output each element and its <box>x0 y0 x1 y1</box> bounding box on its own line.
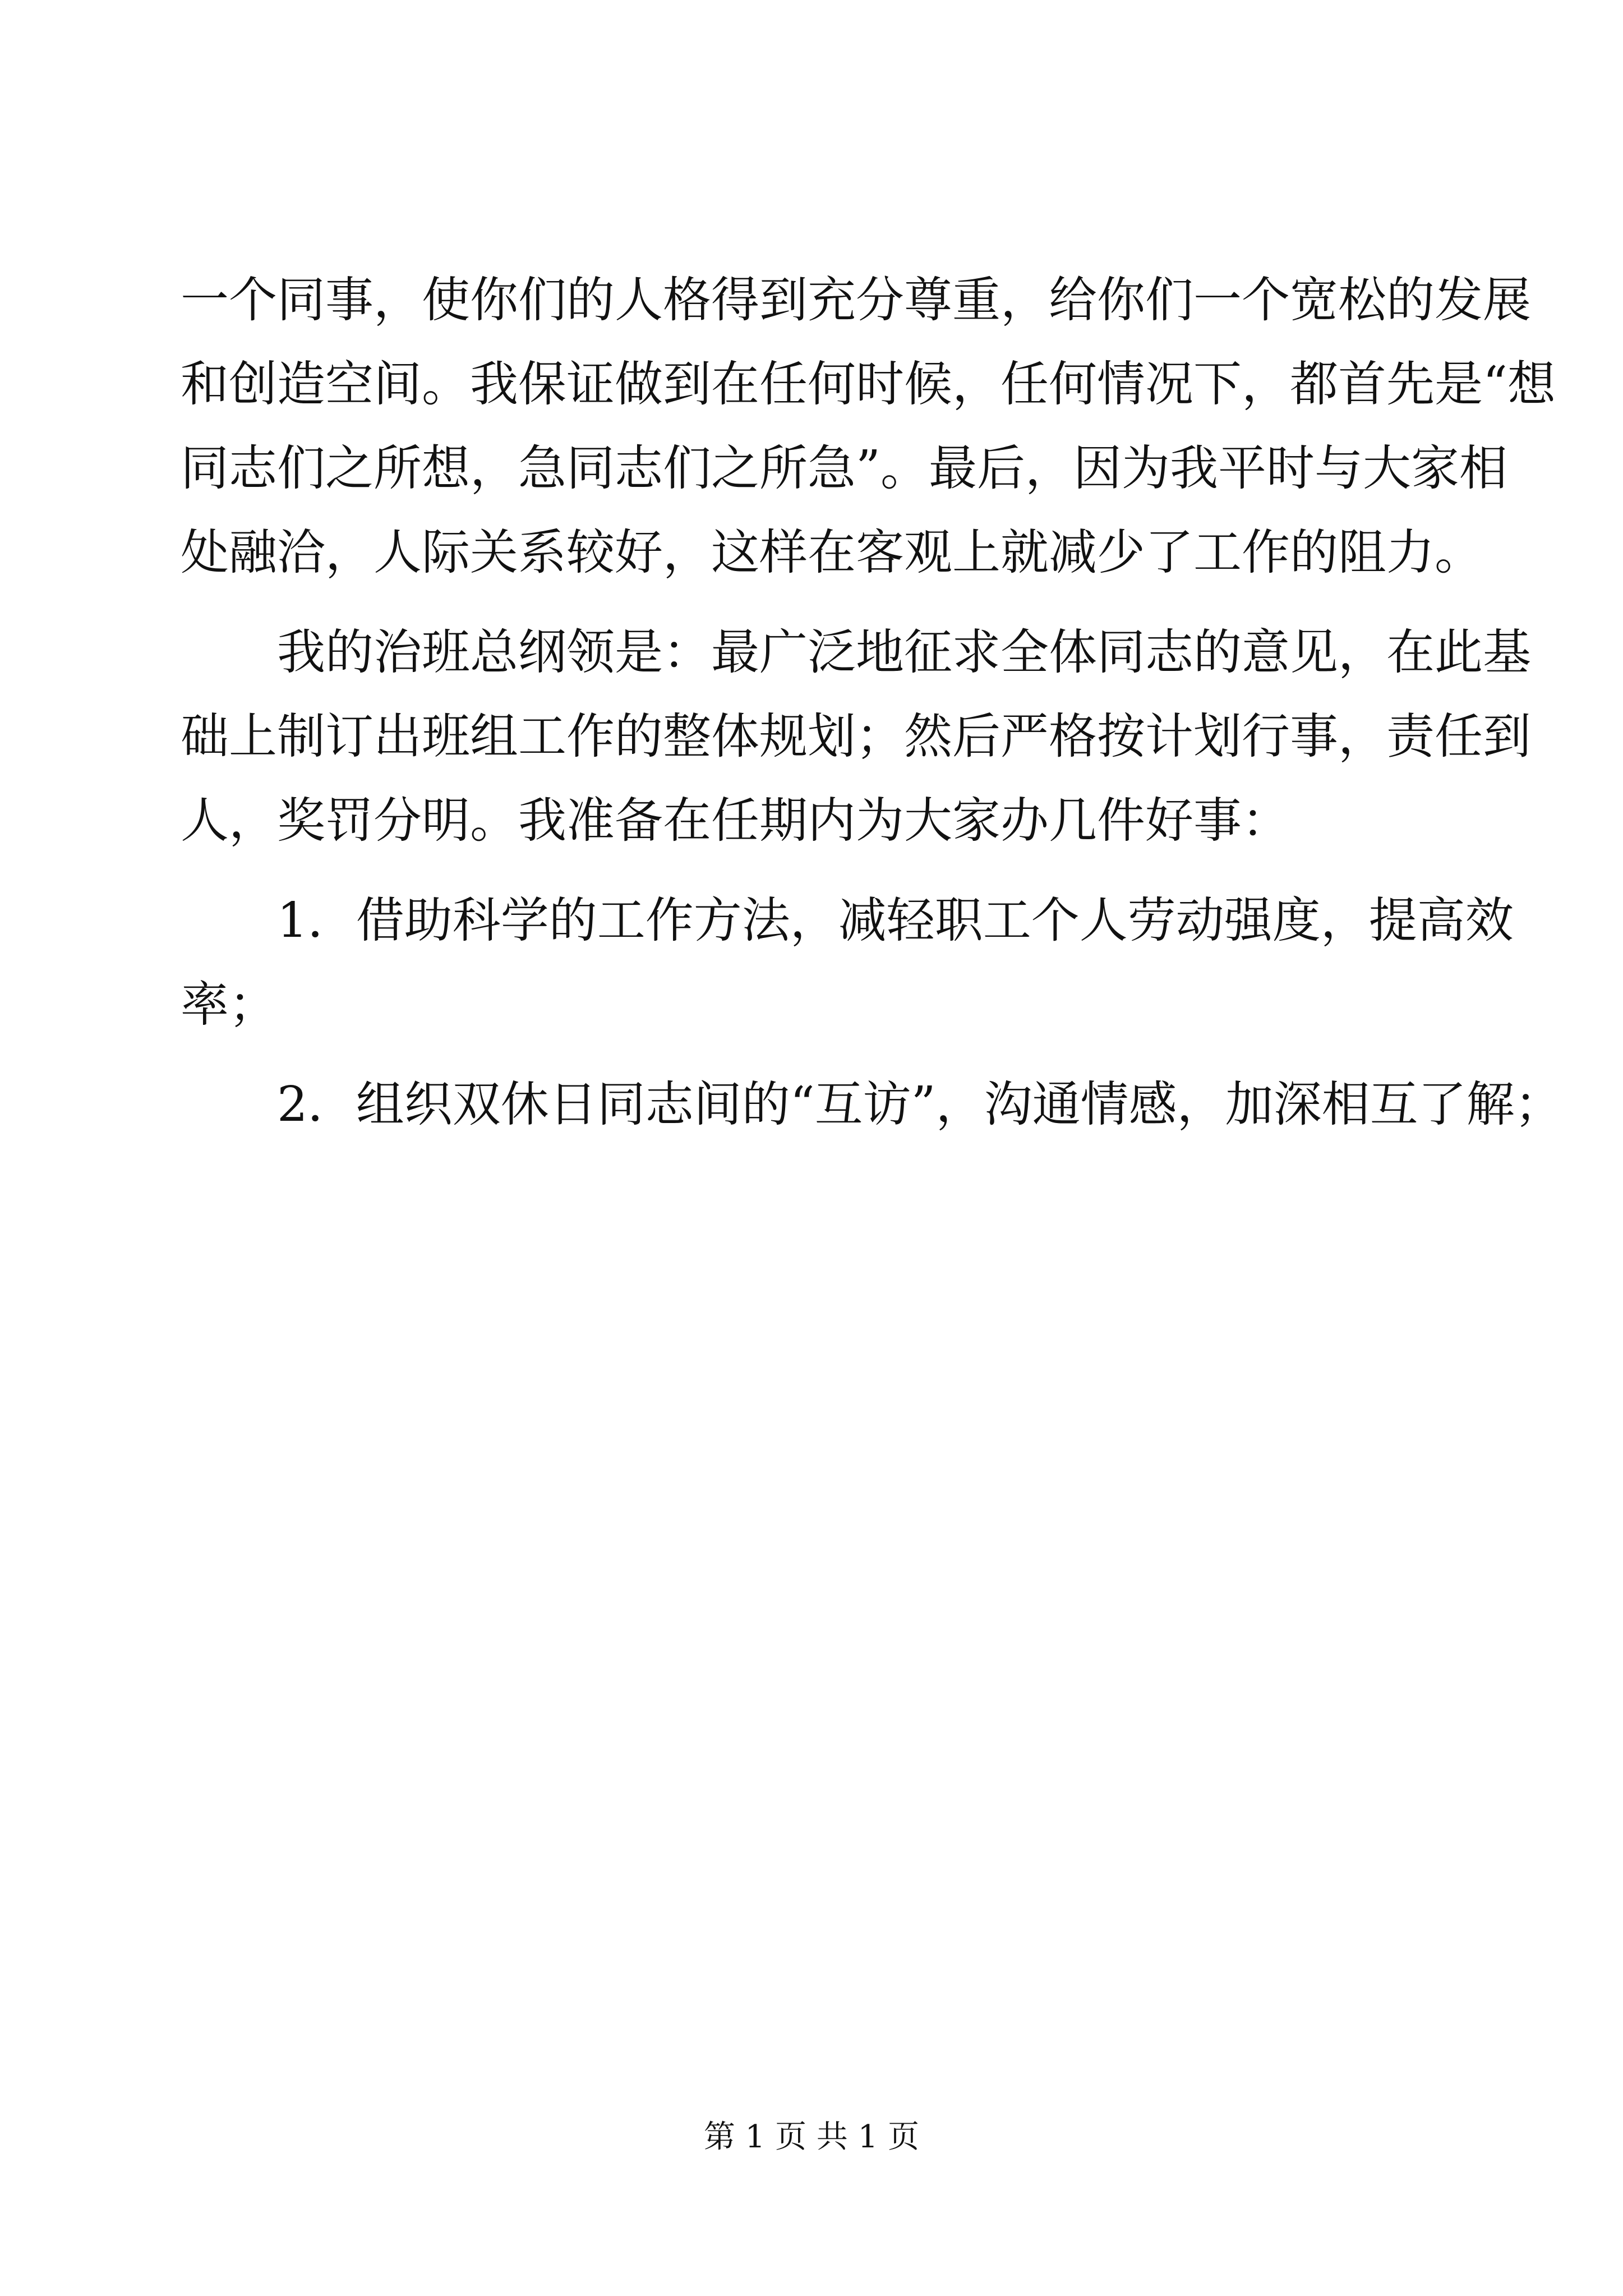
list-item-line: 1．借助科学的工作方法，减轻职工个人劳动强度，提高效 <box>277 892 1514 949</box>
paragraph-line: 处融洽，人际关系较好，这样在客观上就减少了工作的阻力。 <box>181 524 1483 581</box>
list-item-1 <box>181 878 1514 1047</box>
paragraph-line: 人，奖罚分明。我准备在任期内为大家办几件好事： <box>181 793 1290 849</box>
paragraph-2 <box>181 610 1531 863</box>
paragraph-1 <box>181 258 1556 595</box>
list-item-2 <box>181 1062 1563 1147</box>
list-item-line: 率； <box>181 977 277 1033</box>
list-item-line: 2．组织双休日同志间的“互访”，沟通情感，加深相互了解； <box>277 1076 1563 1133</box>
paragraph-line: 同志们之所想，急同志们之所急”。最后，因为我平时与大家相 <box>181 440 1507 496</box>
page-footer: 第 1 页 共 1 页 <box>703 2119 920 2155</box>
document-body <box>181 258 1563 1147</box>
paragraph-line: 我的治班总纲领是：最广泛地征求全体同志的意见，在此基 <box>277 624 1531 680</box>
paragraph-line: 础上制订出班组工作的整体规划；然后严格按计划行事，责任到 <box>181 708 1531 765</box>
paragraph-line: 和创造空间。我保证做到在任何时候，任何情况下，都首先是“想 <box>181 356 1556 412</box>
paragraph-line: 一个同事，使你们的人格得到充分尊重，给你们一个宽松的发展 <box>181 272 1531 328</box>
